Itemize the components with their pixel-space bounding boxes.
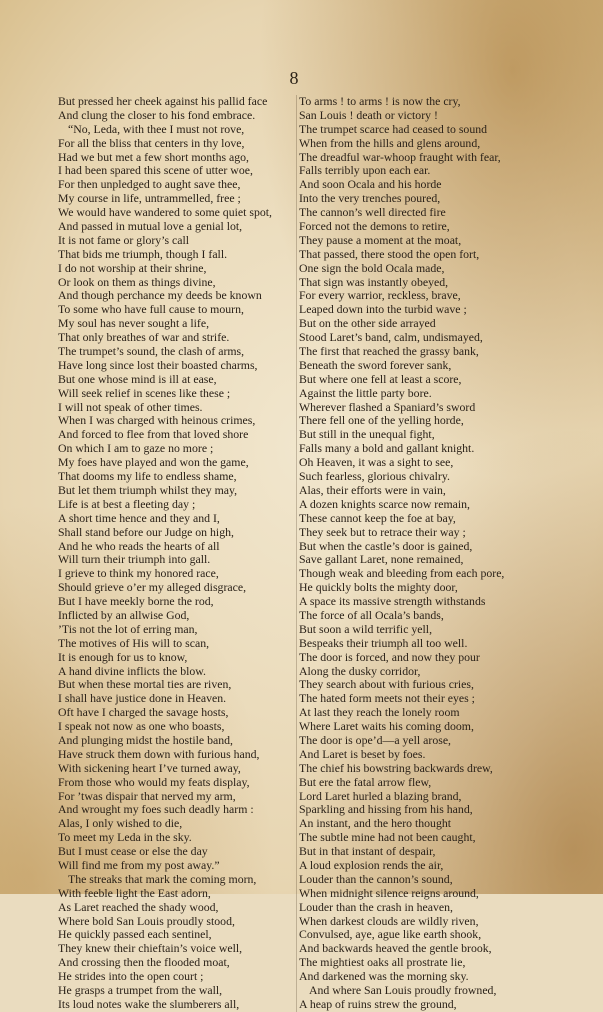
verse-line: The force of all Ocala’s bands, — [299, 607, 444, 622]
verse-line: A loud explosion rends the air, — [299, 857, 444, 872]
verse-line: Will turn their triumph into gall. — [58, 552, 211, 567]
verse-line: That bids me triumph, though I fall. — [58, 246, 228, 261]
verse-line: Leaped down into the turbid wave ; — [299, 302, 467, 317]
verse-line: When midnight silence reigns around, — [299, 885, 479, 900]
verse-line: But I must cease or else the day — [58, 844, 208, 859]
verse-line: From those who would my feats display, — [58, 774, 250, 789]
verse-line: The trumpet’s sound, the clash of arms, — [58, 344, 245, 359]
verse-line: I will not speak of other times. — [58, 399, 203, 414]
verse-line: Or look on them as things divine, — [58, 274, 216, 289]
verse-line: Had we but met a few short months ago, — [58, 149, 250, 164]
verse-line: Stood Laret’s band, calm, undismayed, — [299, 330, 483, 345]
verse-line: Such fearless, glorious chivalry. — [299, 469, 450, 484]
verse-line: Though weak and bleeding from each pore, — [299, 566, 505, 581]
verse-line: But soon a wild terrific yell, — [299, 621, 433, 636]
verse-line: ’Tis not the lot of erring man, — [58, 621, 198, 636]
verse-line: Have struck them down with furious hand, — [58, 746, 260, 761]
verse-line: An instant, and the hero thought — [299, 816, 452, 831]
verse-line: Oh Heaven, it was a sight to see, — [299, 455, 454, 470]
verse-line: And backwards heaved the gentle brook, — [299, 941, 492, 956]
verse-line: A space its massive strength withstands — [299, 594, 486, 609]
verse-line: Where Laret waits his coming doom, — [299, 719, 474, 734]
verse-line: Where bold San Louis proudly stood, — [58, 913, 235, 928]
verse-line: It is enough for us to know, — [58, 649, 188, 664]
verse-line: Alas, I only wished to die, — [58, 816, 183, 831]
verse-line: To meet my Leda in the sky. — [58, 830, 192, 845]
verse-line: Life is at best a fleeting day ; — [58, 496, 196, 511]
verse-line: To arms ! to arms ! is now the cry, — [299, 94, 461, 108]
verse-line: Bespeaks their triumph all too well. — [299, 635, 468, 650]
verse-line: I shall have justice done in Heaven. — [58, 691, 227, 706]
verse-line: A dozen knights scarce now remain, — [299, 496, 471, 511]
verse-line: For ’twas dispair that nerved my arm, — [58, 788, 236, 803]
verse-line: The streaks that mark the coming morn, — [68, 871, 257, 886]
verse-line: And where San Louis proudly frowned, — [309, 983, 497, 997]
verse-line: But still in the unequal fight, — [299, 427, 435, 442]
verse-line: Into the very trenches poured, — [299, 191, 441, 206]
verse-line: Falls many a bold and gallant knight. — [299, 441, 475, 456]
verse-line: For every warrior, reckless, brave, — [299, 288, 461, 303]
verse-line: But ere the fatal arrow flew, — [299, 774, 432, 789]
verse-line: As Laret reached the shady wood, — [58, 899, 219, 914]
poem-column-right — [296, 95, 599, 1012]
verse-line: The cannon’s well directed fire — [299, 205, 446, 220]
poem-column-left — [58, 95, 290, 1012]
verse-line: That only breathes of war and strife. — [58, 330, 230, 345]
verse-line: One sign the bold Ocala made, — [299, 260, 445, 275]
verse-line: And though perchance my deeds be known — [58, 288, 262, 303]
verse-line: Will find me from my post away.” — [58, 857, 220, 872]
verse-line: He quickly bolts the mighty door, — [299, 580, 458, 595]
verse-line: The dreadful war-whoop fraught with fear, — [299, 149, 501, 164]
verse-line: I had been spared this scene of utter woe, — [58, 163, 253, 178]
verse-line: Will seek relief in scenes like these ; — [58, 385, 231, 400]
verse-line: And he who reads the hearts of all — [58, 538, 220, 553]
verse-line: It is not fame or glory’s call — [58, 232, 190, 247]
verse-line: Louder than the crash in heaven, — [299, 899, 453, 914]
verse-line: Falls terribly upon each ear. — [299, 163, 431, 178]
verse-line: But in that instant of despair, — [299, 844, 436, 859]
verse-line: San Louis ! death or victory ! — [299, 107, 438, 122]
verse-line: Along the dusky corridor, — [299, 663, 421, 678]
verse-line: But when the castle’s door is gained, — [299, 538, 473, 553]
verse-line: These cannot keep the foe at bay, — [299, 510, 456, 525]
verse-line: And darkened was the morning sky. — [299, 969, 469, 984]
verse-line: But where one fell at least a score, — [299, 371, 462, 386]
verse-line: The chief his bowstring backwards drew, — [299, 760, 493, 775]
verse-line: But let them triumph whilst they may, — [58, 482, 238, 497]
verse-line: A short time hence and they and I, — [58, 510, 220, 525]
page-number: 8 — [289, 68, 299, 88]
verse-line: Its loud notes wake the slumberers all, — [58, 996, 240, 1011]
verse-line: My soul has never sought a life, — [58, 316, 210, 331]
verse-line: I grieve to think my honored race, — [58, 566, 219, 581]
verse-line: That sign was instantly obeyed, — [299, 274, 449, 289]
verse-line: The motives of His will to scan, — [58, 635, 210, 650]
verse-line: To some who have full cause to mourn, — [58, 302, 244, 317]
verse-line: Alas, their efforts were in vain, — [299, 482, 446, 497]
verse-line: At last they reach the lonely room — [299, 705, 460, 720]
verse-line: Beneath the sword forever sank, — [299, 357, 452, 372]
verse-line: My foes have played and won the game, — [58, 455, 249, 470]
verse-line: And passed in mutual love a genial lot, — [58, 219, 243, 234]
verse-line: A heap of ruins strew the ground, — [299, 996, 457, 1011]
verse-line: Louder than the cannon’s sound, — [299, 871, 453, 886]
verse-line: Convulsed, aye, ague like earth shook, — [299, 927, 482, 942]
verse-line: “No, Leda, with thee I must not rove, — [68, 121, 245, 136]
verse-line: And Laret is beset by foes. — [299, 746, 426, 761]
verse-line: And soon Ocala and his horde — [299, 177, 442, 192]
verse-line: For then unpledged to aught save thee, — [58, 177, 241, 192]
verse-line: I speak not now as one who boasts, — [58, 719, 225, 734]
verse-line: And crossing then the flooded moat, — [58, 955, 230, 970]
verse-line: And forced to flee from that loved shore — [58, 427, 249, 442]
verse-line: The door is ope’d—a yell arose, — [299, 732, 452, 747]
verse-line: A hand divine inflicts the blow. — [58, 663, 206, 678]
verse-line: My course in life, untrammelled, free ; — [58, 191, 241, 206]
verse-line: But I have meekly borne the rod, — [58, 594, 214, 609]
verse-line: And wrought my foes such deadly harm : — [58, 802, 254, 817]
verse-line: They search about with furious cries, — [299, 677, 474, 692]
verse-line: Forced not the demons to retire, — [299, 219, 450, 234]
verse-line: The hated form meets not their eyes ; — [299, 691, 475, 706]
verse-line: He grasps a trumpet from the wall, — [58, 983, 223, 997]
verse-line: We would have wandered to some quiet spot, — [58, 205, 272, 220]
verse-line: When I was charged with heinous crimes, — [58, 413, 256, 428]
verse-line: For all the bliss that centers in thy love, — [58, 135, 245, 150]
verse-line: That dooms my life to endless shame, — [58, 469, 237, 484]
verse-line: And clung the closer to his fond embrace. — [58, 107, 256, 122]
verse-line: Against the little party bore. — [299, 385, 432, 400]
verse-line: He quickly passed each sentinel, — [58, 927, 212, 942]
verse-line: That passed, there stood the open fort, — [299, 246, 480, 261]
verse-line: The subtle mine had not been caught, — [299, 830, 476, 845]
verse-line: They seek but to retrace their way ; — [299, 524, 466, 539]
verse-line: Wherever flashed a Spaniard’s sword — [299, 399, 476, 414]
verse-line: They knew their chieftain’s voice well, — [58, 941, 243, 956]
verse-line: The first that reached the grassy bank, — [299, 344, 479, 359]
verse-line: The trumpet scarce had ceased to sound — [299, 121, 488, 136]
verse-line: I do not worship at their shrine, — [58, 260, 207, 275]
verse-line: They pause a moment at the moat, — [299, 232, 462, 247]
verse-line: Sparkling and hissing from his hand, — [299, 802, 473, 817]
verse-line: But when these mortal ties are riven, — [58, 677, 232, 692]
verse-line: Inflicted by an allwise God, — [58, 607, 190, 622]
verse-line: But on the other side arrayed — [299, 316, 436, 331]
verse-line: Have long since lost their boasted charms, — [58, 357, 258, 372]
verse-line: With sickening heart I’ve turned away, — [58, 760, 241, 775]
verse-line: When darkest clouds are wildly riven, — [299, 913, 479, 928]
verse-line: And plunging midst the hostile band, — [58, 732, 233, 747]
verse-line: But pressed her cheek against his pallid face — [58, 94, 268, 108]
verse-line: Should grieve o’er my alleged disgrace, — [58, 580, 247, 595]
verse-line: Lord Laret hurled a blazing brand, — [299, 788, 462, 803]
verse-line: When from the hills and glens around, — [299, 135, 481, 150]
verse-line: Shall stand before our Judge on high, — [58, 524, 234, 539]
verse-line: The door is forced, and now they pour — [299, 649, 480, 664]
verse-line: On which I am to gaze no more ; — [58, 441, 214, 456]
verse-line: He strides into the open court ; — [58, 969, 204, 984]
verse-line: There fell one of the yelling horde, — [299, 413, 464, 428]
verse-line: The mightiest oaks all prostrate lie, — [299, 955, 466, 970]
verse-line: Save gallant Laret, none remained, — [299, 552, 464, 567]
verse-line: Oft have I charged the savage hosts, — [58, 705, 229, 720]
verse-line: With feeble light the East adorn, — [58, 885, 211, 900]
verse-line: But one whose mind is ill at ease, — [58, 371, 217, 386]
